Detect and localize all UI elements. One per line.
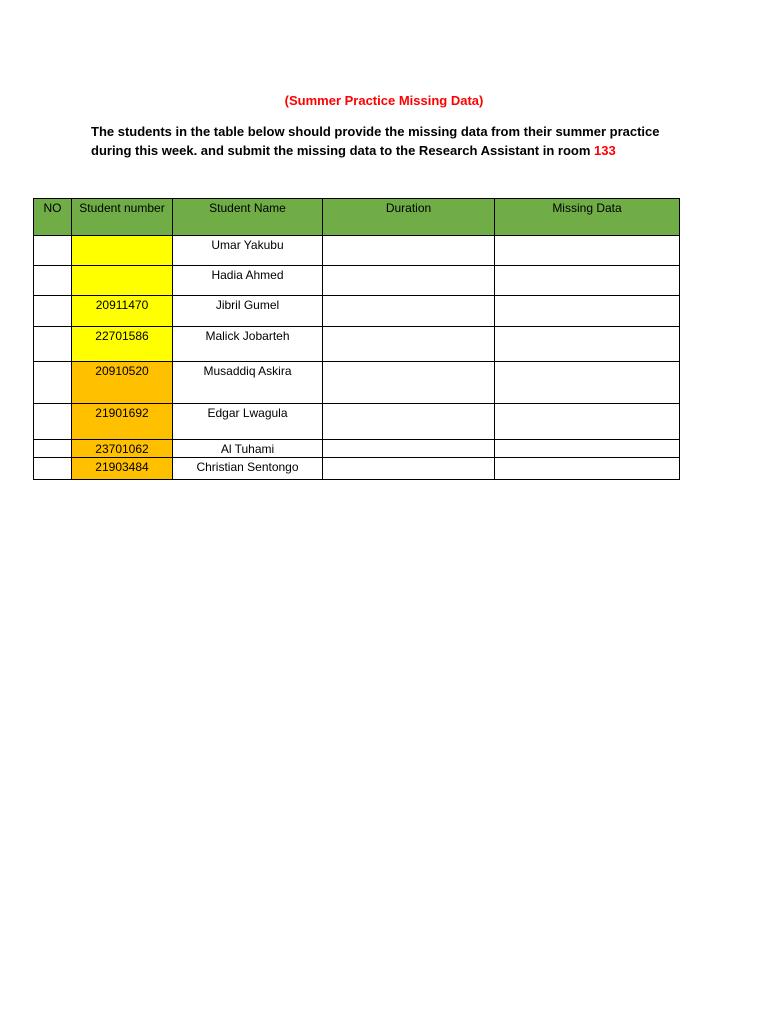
table-row <box>34 236 680 266</box>
cell-missing-data <box>495 362 680 404</box>
cell-duration <box>323 362 495 404</box>
header-duration: Duration <box>323 199 495 236</box>
cell-missing-data <box>495 327 680 362</box>
room-number: 133 <box>594 143 616 158</box>
cell-student-number: 20910520 <box>72 362 173 404</box>
cell-no <box>34 458 72 480</box>
cell-student-name: Christian Sentongo <box>173 458 323 480</box>
table-row <box>34 362 680 404</box>
instructions-paragraph <box>91 122 691 160</box>
cell-student-name: Hadia Ahmed <box>173 266 323 296</box>
cell-missing-data <box>495 266 680 296</box>
table-row <box>34 296 680 327</box>
table-header-row <box>34 199 680 236</box>
table-row <box>34 327 680 362</box>
cell-student-number: 21903484 <box>72 458 173 480</box>
cell-duration <box>323 236 495 266</box>
cell-student-name: Malick Jobarteh <box>173 327 323 362</box>
cell-no <box>34 327 72 362</box>
header-student-name: Student Name <box>173 199 323 236</box>
cell-student-number: 22701586 <box>72 327 173 362</box>
cell-missing-data <box>495 458 680 480</box>
cell-duration <box>323 296 495 327</box>
cell-no <box>34 266 72 296</box>
header-no: NO <box>34 199 72 236</box>
missing-data-table <box>33 198 680 480</box>
cell-duration <box>323 266 495 296</box>
cell-no <box>34 404 72 440</box>
header-missing-data: Missing Data <box>495 199 680 236</box>
table-row <box>34 458 680 480</box>
cell-student-name: Umar Yakubu <box>173 236 323 266</box>
table-row <box>34 440 680 458</box>
header-student-number: Student number <box>72 199 173 236</box>
table-row <box>34 404 680 440</box>
document-title: (Summer Practice Missing Data) <box>284 93 484 108</box>
cell-no <box>34 362 72 404</box>
cell-student-name: Musaddiq Askira <box>173 362 323 404</box>
cell-student-number: 20911470 <box>72 296 173 327</box>
cell-no <box>34 440 72 458</box>
cell-duration <box>323 327 495 362</box>
cell-student-number <box>72 266 173 296</box>
cell-student-number: 21901692 <box>72 404 173 440</box>
cell-student-name: Edgar Lwagula <box>173 404 323 440</box>
cell-student-name: Jibril Gumel <box>173 296 323 327</box>
table-row <box>34 266 680 296</box>
instructions-text: The students in the table below should provide the missing data from their summer practice during this week. and submit the missing data to the Research Assistant in room <box>91 124 660 158</box>
cell-duration <box>323 458 495 480</box>
cell-no <box>34 296 72 327</box>
cell-duration <box>323 404 495 440</box>
cell-missing-data <box>495 296 680 327</box>
cell-missing-data <box>495 236 680 266</box>
cell-student-name: Al Tuhami <box>173 440 323 458</box>
cell-student-number <box>72 236 173 266</box>
cell-missing-data <box>495 440 680 458</box>
cell-student-number: 23701062 <box>72 440 173 458</box>
cell-missing-data <box>495 404 680 440</box>
cell-no <box>34 236 72 266</box>
cell-duration <box>323 440 495 458</box>
